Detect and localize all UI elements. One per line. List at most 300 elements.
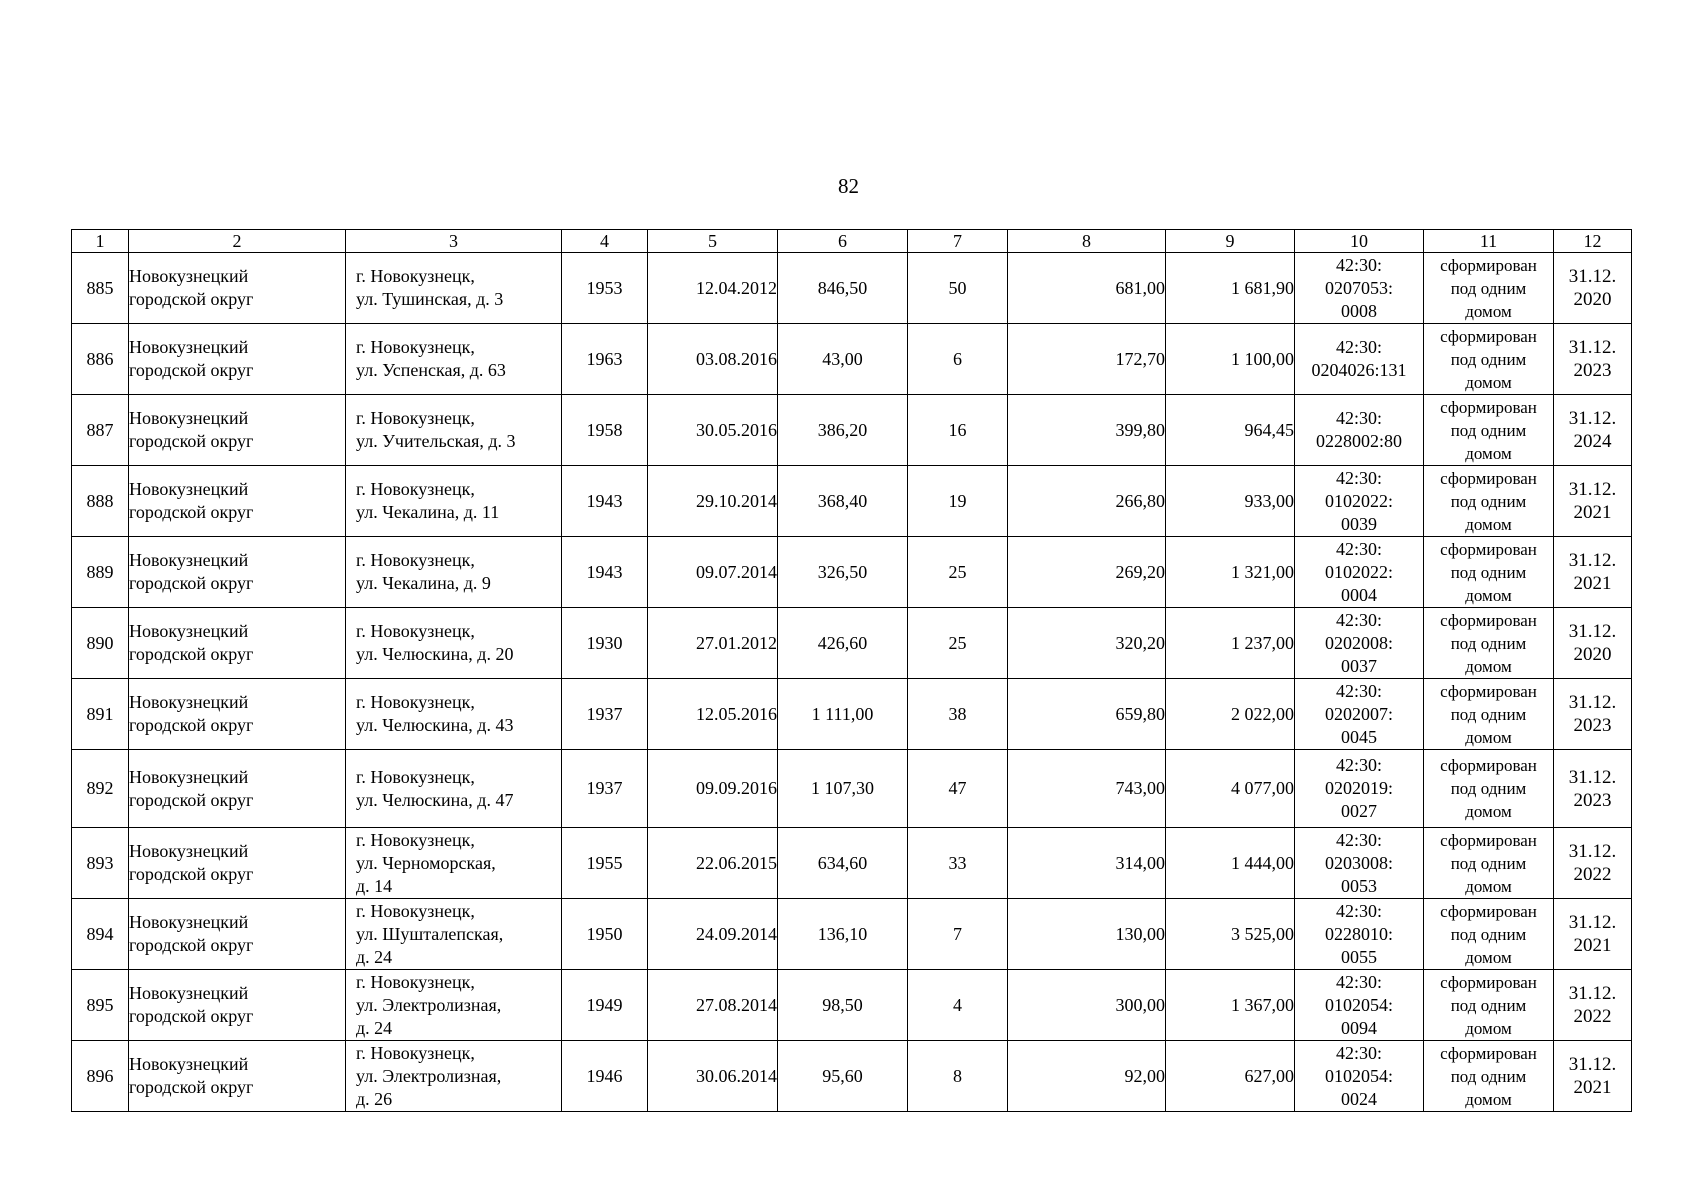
cadastral-number-cell-line: 0204026:131 [1311, 360, 1407, 380]
value-9-cell: 2 022,00 [1166, 679, 1295, 750]
deadline-cell-line: 2021 [1573, 1077, 1612, 1098]
cadastral-number-cell-line: 0039 [1341, 513, 1377, 534]
municipality-cell-line: Новокузнецкий [129, 337, 249, 357]
column-number: 3 [346, 230, 562, 253]
municipality-cell [129, 253, 346, 324]
address-cell-line: г. Новокузнецк, [356, 337, 475, 357]
land-status-cell-line: сформирован [1440, 397, 1537, 417]
date-cell: 30.06.2014 [648, 1041, 778, 1112]
cadastral-number-cell-line: 42:30: [1335, 971, 1382, 992]
deadline-cell-line: 2023 [1573, 789, 1612, 811]
cadastral-number-cell-line: 0203008: [1324, 852, 1393, 873]
value-6-cell: 634,60 [778, 828, 908, 899]
value-8-cell: 314,00 [1008, 828, 1166, 899]
deadline-cell-line: 31.12. [1568, 408, 1617, 429]
municipality-cell-line: городской округ [129, 644, 254, 664]
address-cell-line: ул. Черноморская, [356, 852, 496, 873]
value-8-cell: 92,00 [1008, 1041, 1166, 1112]
municipality-cell-line: городской округ [129, 935, 254, 955]
land-status-cell [1424, 395, 1554, 466]
value-9-cell: 4 077,00 [1166, 750, 1295, 828]
value-6-cell: 426,60 [778, 608, 908, 679]
land-status-cell-line: под одним [1450, 924, 1527, 944]
value-6-cell: 1 107,30 [778, 750, 908, 828]
deadline-cell [1554, 395, 1632, 466]
value-8-cell: 130,00 [1008, 899, 1166, 970]
table-row [72, 395, 1632, 466]
deadline-cell [1554, 828, 1632, 899]
cadastral-number-cell-line: 0202008: [1324, 632, 1393, 653]
municipality-cell-line: городской округ [129, 360, 254, 380]
land-status-cell-line: домом [1465, 656, 1512, 676]
land-status-cell-line: сформирован [1440, 972, 1537, 992]
value-8-cell: 320,20 [1008, 608, 1166, 679]
municipality-cell [129, 608, 346, 679]
value-7-cell: 16 [908, 395, 1008, 466]
deadline-cell [1554, 970, 1632, 1041]
deadline-cell [1554, 537, 1632, 608]
deadline-cell-line: 2023 [1573, 360, 1612, 381]
cadastral-number-cell-line: 0045 [1341, 726, 1377, 747]
deadline-cell-line: 31.12. [1568, 266, 1617, 287]
deadline-cell-line: 31.12. [1568, 983, 1617, 1004]
municipality-cell [129, 750, 346, 828]
address-cell-line: г. Новокузнецк, [356, 408, 475, 428]
cadastral-number-cell-line: 0053 [1341, 875, 1377, 896]
date-cell: 30.05.2016 [648, 395, 778, 466]
column-number: 7 [908, 230, 1008, 253]
table-row [72, 970, 1632, 1041]
address-cell [346, 1041, 562, 1112]
column-number: 11 [1424, 230, 1554, 253]
cadastral-number-cell-line: 42:30: [1335, 538, 1382, 559]
value-7-cell: 25 [908, 537, 1008, 608]
deadline-cell [1554, 1041, 1632, 1112]
cadastral-number-cell [1295, 537, 1424, 608]
value-9-cell: 627,00 [1166, 1041, 1295, 1112]
deadline-cell-line: 2024 [1573, 431, 1612, 452]
date-cell: 24.09.2014 [648, 899, 778, 970]
year-cell: 1958 [562, 395, 648, 466]
value-6-cell: 95,60 [778, 1041, 908, 1112]
deadline-cell [1554, 899, 1632, 970]
municipality-cell-line: Новокузнецкий [129, 621, 249, 641]
date-cell: 12.05.2016 [648, 679, 778, 750]
land-status-cell-line: под одним [1450, 278, 1527, 298]
deadline-cell-line: 2022 [1573, 1006, 1612, 1027]
cadastral-number-cell-line: 0102022: [1324, 561, 1393, 582]
municipality-cell-line: Новокузнецкий [129, 550, 249, 570]
row-number-cell: 888 [72, 466, 129, 537]
municipality-cell-line: Новокузнецкий [129, 479, 249, 499]
municipality-cell-line: Новокузнецкий [129, 692, 249, 712]
deadline-cell-line: 31.12. [1568, 841, 1617, 862]
row-number-cell: 887 [72, 395, 129, 466]
address-cell-line: г. Новокузнецк, [356, 550, 475, 570]
cadastral-number-cell [1295, 395, 1424, 466]
municipality-cell [129, 537, 346, 608]
value-9-cell: 1 321,00 [1166, 537, 1295, 608]
cadastral-number-cell [1295, 1041, 1424, 1112]
table-row [72, 828, 1632, 899]
value-6-cell: 368,40 [778, 466, 908, 537]
land-status-cell-line: под одним [1450, 853, 1527, 873]
cadastral-number-cell-line: 0004 [1341, 584, 1377, 605]
land-status-cell [1424, 899, 1554, 970]
cadastral-number-cell-line: 0102022: [1324, 490, 1393, 511]
value-7-cell: 25 [908, 608, 1008, 679]
land-status-cell [1424, 750, 1554, 828]
deadline-cell-line: 2021 [1573, 935, 1612, 956]
land-status-cell-line: под одним [1450, 491, 1527, 511]
municipality-cell [129, 1041, 346, 1112]
cadastral-number-cell-line: 0207053: [1324, 277, 1393, 298]
address-cell-line: ул. Челюскина, д. 43 [356, 715, 514, 735]
deadline-cell [1554, 466, 1632, 537]
deadline-cell [1554, 750, 1632, 828]
municipality-cell-line: Новокузнецкий [129, 266, 249, 286]
land-status-cell-line: сформирован [1440, 756, 1537, 775]
value-9-cell: 964,45 [1166, 395, 1295, 466]
value-9-cell: 3 525,00 [1166, 899, 1295, 970]
column-number: 9 [1166, 230, 1295, 253]
municipality-cell-line: городской округ [129, 789, 254, 810]
address-cell-line: г. Новокузнецк, [356, 1042, 475, 1063]
address-cell-line: ул. Электролизная, [356, 994, 502, 1015]
land-status-cell-line: сформирован [1440, 1043, 1537, 1063]
date-cell: 27.08.2014 [648, 970, 778, 1041]
value-7-cell: 19 [908, 466, 1008, 537]
row-number-cell: 885 [72, 253, 129, 324]
address-cell-line: ул. Успенская, д. 63 [356, 360, 506, 380]
cadastral-number-cell [1295, 253, 1424, 324]
deadline-cell-line: 2020 [1573, 289, 1612, 310]
row-number-cell: 893 [72, 828, 129, 899]
row-number-cell: 895 [72, 970, 129, 1041]
address-cell [346, 395, 562, 466]
cadastral-number-cell [1295, 466, 1424, 537]
value-7-cell: 33 [908, 828, 1008, 899]
land-status-cell-line: домом [1465, 585, 1512, 605]
land-status-cell [1424, 466, 1554, 537]
address-cell-line: ул. Электролизная, [356, 1065, 502, 1086]
year-cell: 1930 [562, 608, 648, 679]
land-status-cell-line: сформирован [1440, 539, 1537, 559]
table-row [72, 679, 1632, 750]
value-8-cell: 172,70 [1008, 324, 1166, 395]
address-cell-line: д. 26 [356, 1088, 393, 1109]
land-status-cell-line: сформирован [1440, 830, 1537, 850]
cadastral-number-cell [1295, 970, 1424, 1041]
address-cell-line: г. Новокузнецк, [356, 621, 475, 641]
municipality-cell-line: Новокузнецкий [129, 1054, 249, 1074]
land-status-cell-line: домом [1465, 802, 1512, 821]
address-cell-line: ул. Чекалина, д. 9 [356, 573, 491, 593]
column-number-row [72, 230, 1632, 253]
municipality-cell-line: городской округ [129, 431, 254, 451]
year-cell: 1946 [562, 1041, 648, 1112]
deadline-cell-line: 2023 [1573, 715, 1612, 736]
municipality-cell-line: городской округ [129, 573, 254, 593]
deadline-cell [1554, 608, 1632, 679]
date-cell: 09.07.2014 [648, 537, 778, 608]
address-cell [346, 537, 562, 608]
deadline-cell-line: 2021 [1573, 573, 1612, 594]
cadastral-number-cell [1295, 324, 1424, 395]
land-status-cell-line: сформирован [1440, 681, 1537, 701]
land-status-cell-line: под одним [1450, 420, 1527, 440]
cadastral-number-cell-line: 0202007: [1324, 703, 1393, 724]
land-status-cell-line: под одним [1450, 779, 1527, 798]
municipality-cell-line: городской округ [129, 864, 254, 884]
date-cell: 22.06.2015 [648, 828, 778, 899]
land-status-cell-line: сформирован [1440, 468, 1537, 488]
land-status-cell-line: под одним [1450, 633, 1527, 653]
year-cell: 1937 [562, 679, 648, 750]
housing-registry-table [71, 229, 1632, 1112]
land-status-cell-line: под одним [1450, 349, 1527, 369]
column-number: 4 [562, 230, 648, 253]
municipality-cell [129, 679, 346, 750]
value-7-cell: 8 [908, 1041, 1008, 1112]
value-6-cell: 43,00 [778, 324, 908, 395]
address-cell-line: ул. Учительская, д. 3 [356, 431, 516, 451]
address-cell-line: г. Новокузнецк, [356, 829, 475, 850]
table-row [72, 608, 1632, 679]
column-number: 8 [1008, 230, 1166, 253]
value-9-cell: 1 444,00 [1166, 828, 1295, 899]
address-cell [346, 324, 562, 395]
cadastral-number-cell [1295, 750, 1424, 828]
address-cell [346, 608, 562, 679]
address-cell-line: д. 14 [356, 875, 393, 896]
deadline-cell-line: 31.12. [1568, 1054, 1617, 1075]
year-cell: 1953 [562, 253, 648, 324]
municipality-cell [129, 899, 346, 970]
value-6-cell: 326,50 [778, 537, 908, 608]
land-status-cell-line: сформирован [1440, 326, 1537, 346]
value-6-cell: 846,50 [778, 253, 908, 324]
deadline-cell [1554, 679, 1632, 750]
land-status-cell-line: сформирован [1440, 255, 1537, 275]
address-cell-line: д. 24 [356, 1017, 393, 1038]
land-status-cell [1424, 828, 1554, 899]
value-7-cell: 50 [908, 253, 1008, 324]
address-cell-line: г. Новокузнецк, [356, 766, 475, 787]
table-row [72, 537, 1632, 608]
cadastral-number-cell-line: 0037 [1341, 655, 1377, 676]
year-cell: 1950 [562, 899, 648, 970]
year-cell: 1943 [562, 537, 648, 608]
address-cell-line: ул. Челюскина, д. 20 [356, 644, 514, 664]
address-cell-line: г. Новокузнецк, [356, 971, 475, 992]
address-cell-line: ул. Челюскина, д. 47 [356, 789, 514, 810]
address-cell [346, 828, 562, 899]
land-status-cell-line: домом [1465, 443, 1512, 463]
municipality-cell-line: городской округ [129, 289, 254, 309]
value-8-cell: 399,80 [1008, 395, 1166, 466]
deadline-cell-line: 31.12. [1568, 912, 1617, 933]
year-cell: 1963 [562, 324, 648, 395]
table-row [72, 466, 1632, 537]
table-row [72, 750, 1632, 828]
value-7-cell: 47 [908, 750, 1008, 828]
deadline-cell-line: 2021 [1573, 502, 1612, 523]
value-9-cell: 1 681,90 [1166, 253, 1295, 324]
cadastral-number-cell-line: 0008 [1341, 300, 1377, 321]
land-status-cell-line: домом [1465, 301, 1512, 321]
cadastral-number-cell-line: 0055 [1341, 946, 1377, 967]
deadline-cell-line: 31.12. [1568, 621, 1617, 642]
value-6-cell: 136,10 [778, 899, 908, 970]
land-status-cell [1424, 1041, 1554, 1112]
cadastral-number-cell [1295, 679, 1424, 750]
year-cell: 1937 [562, 750, 648, 828]
cadastral-number-cell-line: 42:30: [1335, 337, 1382, 357]
value-7-cell: 6 [908, 324, 1008, 395]
municipality-cell [129, 466, 346, 537]
land-status-cell [1424, 537, 1554, 608]
land-status-cell-line: домом [1465, 947, 1512, 967]
table-row [72, 1041, 1632, 1112]
cadastral-number-cell-line: 0228010: [1324, 923, 1393, 944]
year-cell: 1955 [562, 828, 648, 899]
land-status-cell-line: домом [1465, 727, 1512, 747]
address-cell-line: ул. Тушинская, д. 3 [356, 289, 504, 309]
column-number: 2 [129, 230, 346, 253]
municipality-cell [129, 395, 346, 466]
value-9-cell: 1 237,00 [1166, 608, 1295, 679]
row-number-cell: 896 [72, 1041, 129, 1112]
year-cell: 1943 [562, 466, 648, 537]
value-7-cell: 7 [908, 899, 1008, 970]
land-status-cell-line: сформирован [1440, 610, 1537, 630]
cadastral-number-cell-line: 0228002:80 [1315, 431, 1402, 451]
cadastral-number-cell [1295, 828, 1424, 899]
value-9-cell: 933,00 [1166, 466, 1295, 537]
value-8-cell: 266,80 [1008, 466, 1166, 537]
cadastral-number-cell-line: 42:30: [1335, 467, 1382, 488]
land-status-cell-line: домом [1465, 1089, 1512, 1109]
address-cell [346, 970, 562, 1041]
value-6-cell: 98,50 [778, 970, 908, 1041]
value-9-cell: 1 367,00 [1166, 970, 1295, 1041]
cadastral-number-cell-line: 0027 [1341, 801, 1377, 821]
table-row [72, 324, 1632, 395]
municipality-cell-line: городской округ [129, 1077, 254, 1097]
date-cell: 27.01.2012 [648, 608, 778, 679]
value-8-cell: 300,00 [1008, 970, 1166, 1041]
address-cell [346, 679, 562, 750]
municipality-cell-line: Новокузнецкий [129, 983, 249, 1003]
cadastral-number-cell-line: 0094 [1341, 1017, 1377, 1038]
date-cell: 29.10.2014 [648, 466, 778, 537]
cadastral-number-cell-line: 42:30: [1335, 755, 1382, 775]
value-7-cell: 38 [908, 679, 1008, 750]
column-number: 12 [1554, 230, 1632, 253]
municipality-cell-line: Новокузнецкий [129, 912, 249, 932]
date-cell: 03.08.2016 [648, 324, 778, 395]
municipality-cell-line: Новокузнецкий [129, 408, 249, 428]
land-status-cell-line: домом [1465, 876, 1512, 896]
cadastral-number-cell-line: 42:30: [1335, 609, 1382, 630]
row-number-cell: 891 [72, 679, 129, 750]
row-number-cell: 889 [72, 537, 129, 608]
municipality-cell-line: Новокузнецкий [129, 766, 249, 787]
deadline-cell-line: 31.12. [1568, 550, 1617, 571]
column-number: 5 [648, 230, 778, 253]
land-status-cell-line: сформирован [1440, 901, 1537, 921]
land-status-cell-line: домом [1465, 1018, 1512, 1038]
deadline-cell-line: 31.12. [1568, 692, 1617, 713]
cadastral-number-cell-line: 0102054: [1324, 1065, 1393, 1086]
value-8-cell: 659,80 [1008, 679, 1166, 750]
address-cell-line: г. Новокузнецк, [356, 692, 475, 712]
cadastral-number-cell [1295, 608, 1424, 679]
land-status-cell [1424, 970, 1554, 1041]
cadastral-number-cell-line: 42:30: [1335, 900, 1382, 921]
cadastral-number-cell-line: 0202019: [1324, 778, 1393, 798]
land-status-cell [1424, 679, 1554, 750]
value-8-cell: 269,20 [1008, 537, 1166, 608]
cadastral-number-cell-line: 42:30: [1335, 1042, 1382, 1063]
address-cell-line: ул. Чекалина, д. 11 [356, 502, 500, 522]
date-cell: 09.09.2016 [648, 750, 778, 828]
address-cell-line: ул. Шушталепская, [356, 923, 504, 944]
address-cell-line: г. Новокузнецк, [356, 900, 475, 921]
land-status-cell-line: домом [1465, 514, 1512, 534]
land-status-cell-line: домом [1465, 372, 1512, 392]
land-status-cell [1424, 324, 1554, 395]
land-status-cell [1424, 253, 1554, 324]
address-cell [346, 253, 562, 324]
deadline-cell-line: 31.12. [1568, 337, 1617, 358]
row-number-cell: 886 [72, 324, 129, 395]
cadastral-number-cell-line: 42:30: [1335, 408, 1382, 428]
land-status-cell-line: под одним [1450, 1066, 1527, 1086]
address-cell [346, 899, 562, 970]
table-row [72, 253, 1632, 324]
land-status-cell-line: под одним [1450, 562, 1527, 582]
address-cell-line: г. Новокузнецк, [356, 479, 475, 499]
deadline-cell-line: 31.12. [1568, 479, 1617, 500]
cadastral-number-cell [1295, 899, 1424, 970]
municipality-cell-line: городской округ [129, 715, 254, 735]
cadastral-number-cell-line: 42:30: [1335, 254, 1382, 275]
municipality-cell-line: городской округ [129, 502, 254, 522]
municipality-cell-line: Новокузнецкий [129, 841, 249, 861]
row-number-cell: 894 [72, 899, 129, 970]
deadline-cell-line: 31.12. [1568, 766, 1617, 788]
cadastral-number-cell-line: 42:30: [1335, 829, 1382, 850]
municipality-cell [129, 970, 346, 1041]
column-number: 6 [778, 230, 908, 253]
municipality-cell-line: городской округ [129, 1006, 254, 1026]
value-8-cell: 681,00 [1008, 253, 1166, 324]
deadline-cell [1554, 253, 1632, 324]
address-cell-line: д. 24 [356, 946, 393, 967]
date-cell: 12.04.2012 [648, 253, 778, 324]
table-row [72, 899, 1632, 970]
column-number: 10 [1295, 230, 1424, 253]
value-7-cell: 4 [908, 970, 1008, 1041]
row-number-cell: 890 [72, 608, 129, 679]
land-status-cell [1424, 608, 1554, 679]
address-cell-line: г. Новокузнецк, [356, 266, 475, 286]
value-6-cell: 1 111,00 [778, 679, 908, 750]
cadastral-number-cell-line: 0024 [1341, 1088, 1377, 1109]
deadline-cell [1554, 324, 1632, 395]
